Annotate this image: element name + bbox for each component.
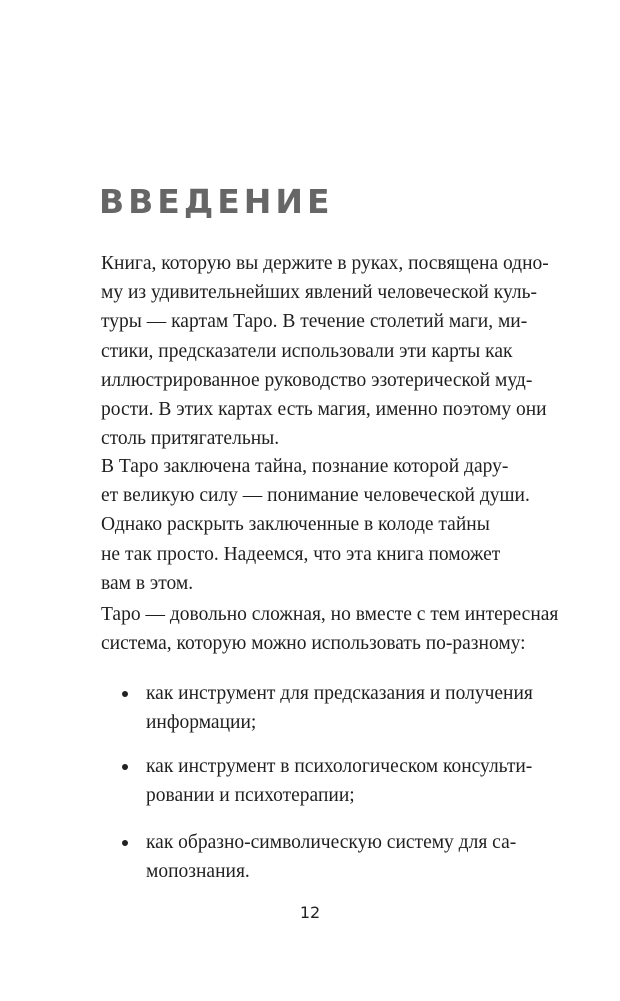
text-line: не так просто. Надеемся, что эта книга поможет <box>101 543 501 565</box>
bullet-icon <box>122 840 128 846</box>
text-line: В Таро заключена тайна, познание которой дару- <box>101 456 509 477</box>
chapter-heading: ВВЕДЕНИЕ <box>99 182 334 221</box>
text-line: как инструмент в психологическом консульти- <box>146 756 533 777</box>
text-line: иллюстрированное руководство эзотерической муд- <box>101 369 533 391</box>
text-line: стики, предсказатели использовали эти карты как <box>101 340 513 362</box>
bullet-icon <box>122 691 128 697</box>
bullet-text <box>146 828 516 886</box>
text-line: ровании и психотерапии; <box>146 785 355 807</box>
text-line: туры — картам Таро. В течение столетий маги, ми- <box>101 311 528 333</box>
bullet-text <box>146 752 532 810</box>
text-line: Однако раскрыть заключенные в колоде тайны <box>101 514 490 536</box>
paragraph-3 <box>101 600 558 658</box>
text-line: столь притягательны. <box>101 428 280 450</box>
text-line: ет великую силу — понимание человеческой души. <box>101 485 530 507</box>
text-line: информации; <box>146 712 257 734</box>
text-line: Таро — довольно сложная, но вместе с тем интересная <box>101 604 559 625</box>
bullet-icon <box>122 764 128 770</box>
page-number: 12 <box>299 903 321 922</box>
text-line: рости. В этих картах есть магия, именно поэтому они <box>101 399 547 421</box>
paragraph-2 <box>101 452 530 598</box>
text-line: как образно-символическую систему для са- <box>146 832 517 853</box>
paragraph-1 <box>101 249 549 453</box>
text-line: как инструмент для предсказания и получения <box>146 683 533 704</box>
text-line: вам в этом. <box>101 572 194 594</box>
text-line: система, которую можно использовать по-разному: <box>101 633 526 655</box>
bullet-text <box>146 679 533 737</box>
text-line: мопознания. <box>146 861 250 883</box>
text-line: Книга, которую вы держите в руках, посвящена одно- <box>101 253 549 274</box>
text-line: му из удивительнейших явлений человеческой куль- <box>101 282 537 304</box>
